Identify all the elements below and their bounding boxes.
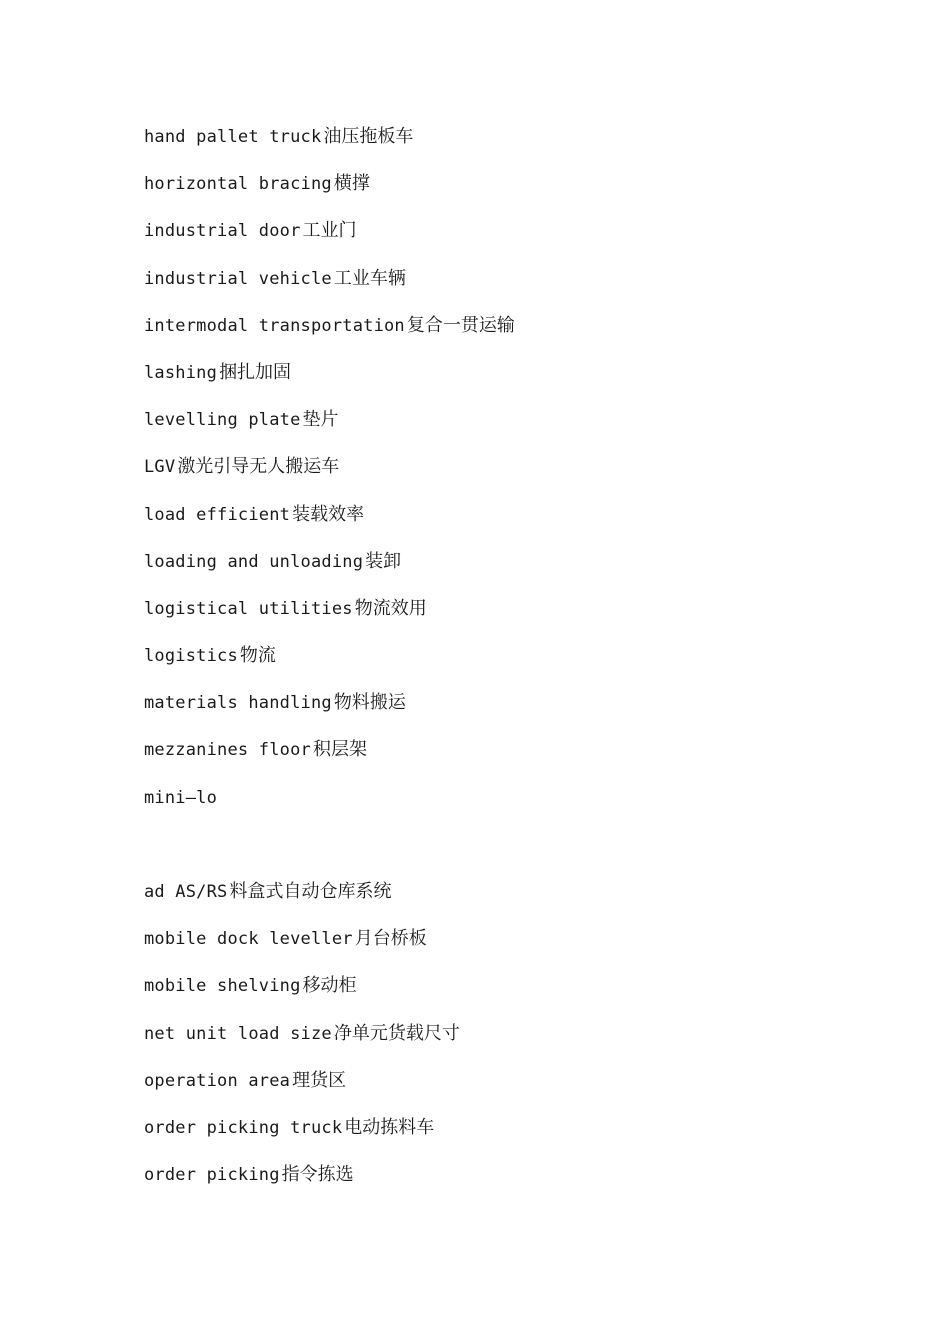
term-chinese: 工业车辆	[333, 267, 406, 289]
glossary-entry	[144, 1115, 864, 1162]
term-chinese: 指令拣选	[281, 1164, 354, 1186]
term-english: logistics	[144, 646, 238, 667]
term-chinese: 月台桥板	[354, 928, 427, 950]
glossary-entry	[144, 266, 864, 313]
term-english: industrial vehicle	[144, 268, 332, 289]
term-english: intermodal transportation	[144, 315, 405, 336]
term-english: levelling plate	[144, 410, 301, 431]
term-english: operation area	[144, 1070, 291, 1091]
term-chinese: 物流	[239, 645, 276, 667]
term-chinese: 捆扎加固	[219, 361, 292, 383]
glossary-entry	[144, 596, 864, 643]
term-english: load efficient	[144, 504, 291, 525]
glossary-entry	[144, 454, 864, 501]
glossary-entry	[144, 785, 864, 832]
term-chinese: 激光引导无人搬运车	[177, 456, 340, 478]
glossary-entry	[144, 549, 864, 596]
term-chinese: 油压拖板车	[323, 126, 414, 147]
term-english: LGV	[144, 457, 176, 478]
glossary-entry	[144, 973, 864, 1020]
glossary-entry	[144, 926, 864, 973]
term-english: mobile shelving	[144, 976, 301, 997]
term-chinese: 物料搬运	[333, 692, 406, 714]
term-chinese: 装载效率	[292, 503, 365, 525]
term-chinese: 装卸	[365, 550, 402, 572]
glossary-entry	[144, 124, 864, 171]
term-english: industrial door	[144, 221, 301, 242]
term-chinese: 复合一贯运输	[406, 314, 515, 336]
term-english: lashing	[144, 362, 218, 383]
term-chinese: 移动柜	[302, 975, 357, 997]
term-english: materials handling	[144, 693, 332, 714]
term-chinese: 料盒式自动仓库系统	[229, 881, 392, 902]
glossary-entry	[144, 1068, 864, 1115]
glossary-entry	[144, 643, 864, 690]
term-chinese: 理货区	[292, 1069, 347, 1091]
term-chinese: 垫片	[302, 409, 339, 431]
term-chinese: 工业门	[302, 220, 357, 242]
term-chinese: 横撑	[333, 173, 370, 195]
glossary-entry	[144, 502, 864, 549]
glossary-entry	[144, 360, 864, 407]
glossary-entry	[144, 218, 864, 265]
term-english: mini—lo	[144, 787, 218, 808]
term-english: loading and unloading	[144, 551, 364, 572]
term-english: horizontal bracing	[144, 174, 332, 195]
term-english: order picking	[144, 1165, 280, 1186]
term-english: mobile dock leveller	[144, 929, 353, 950]
term-chinese: 电动拣料车	[344, 1116, 435, 1138]
glossary-list	[144, 124, 864, 1209]
glossary-entry	[144, 1021, 864, 1068]
term-english: order picking truck	[144, 1117, 343, 1138]
glossary-entry	[144, 171, 864, 218]
glossary-entry	[144, 407, 864, 454]
glossary-entry	[144, 313, 864, 360]
term-english: ad AS/RS	[144, 882, 228, 902]
term-english: net unit load size	[144, 1023, 332, 1044]
glossary-entry	[144, 690, 864, 737]
glossary-entry	[144, 737, 864, 784]
term-chinese: 净单元货载尺寸	[333, 1022, 460, 1044]
term-chinese: 积层架	[312, 739, 367, 761]
term-english: mezzanines floor	[144, 740, 311, 761]
term-chinese: 物流效用	[354, 597, 427, 619]
glossary-entry	[144, 879, 864, 926]
term-english: logistical utilities	[144, 598, 353, 619]
term-english: hand pallet truck	[144, 127, 322, 147]
glossary-entry	[144, 1162, 864, 1209]
